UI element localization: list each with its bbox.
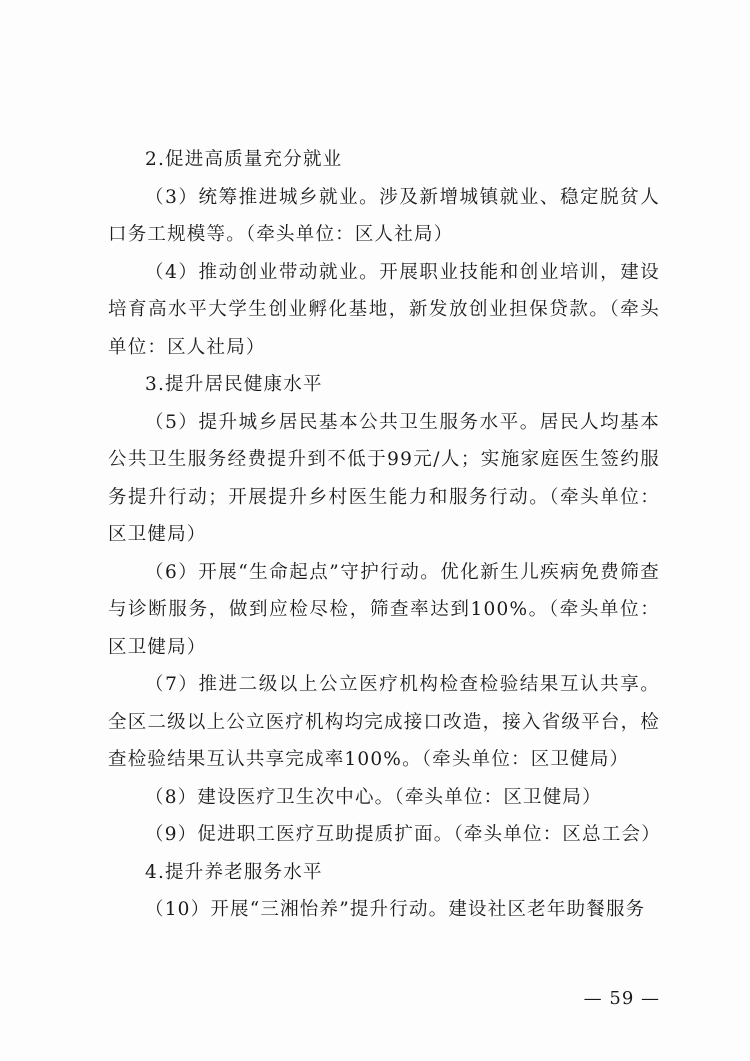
document-body <box>108 141 660 929</box>
paragraph-item-3: （3）统筹推进城乡就业。涉及新增城镇就业、稳定脱贫人口务工规模等。（牵头单位：区人社局） <box>108 186 660 245</box>
paragraph-item-9: （9）促进职工医疗互助提质扩面。（牵头单位：区总工会） <box>145 824 661 845</box>
paragraph-item-7: （7）推进二级以上公立医疗机构检查检验结果互认共享。全区二级以上公立医疗机构均完成接口改造，接入省级平台，检查检验结果互认共享完成率100%。（牵头单位：区卫健局） <box>108 674 660 770</box>
paragraph-item-4: （4）推动创业带动就业。开展职业技能和创业培训，建设培育高水平大学生创业孵化基地，新发放创业担保贷款。（牵头单位：区人社局） <box>108 261 660 358</box>
section-heading-elderly-care: 4.提升养老服务水平 <box>145 861 323 883</box>
paragraph-item-10: （10）开展“三湘怡养”提升行动。建设社区老年助餐服务 <box>145 899 646 920</box>
paragraph-item-8: （8）建设医疗卫生次中心。（牵头单位：区卫健局） <box>145 786 602 808</box>
section-heading-health: 3.提升居民健康水平 <box>145 374 323 395</box>
page-number: — 59 — <box>583 988 660 1009</box>
paragraph-item-5: （5）提升城乡居民基本公共卫生服务水平。居民人均基本公共卫生服务经费提升到不低于99元/人；实施家庭医生签约服务提升行动；开展提升乡村医生能力和服务行动。（牵头单位：区卫健局） <box>108 411 660 545</box>
section-heading-employment: 2.促进高质量充分就业 <box>145 149 343 170</box>
paragraph-item-6: （6）开展“生命起点”守护行动。优化新生儿疾病免费筛查与诊断服务，做到应检尽检，筛查率达到100%。（牵头单位：区卫健局） <box>108 561 660 658</box>
